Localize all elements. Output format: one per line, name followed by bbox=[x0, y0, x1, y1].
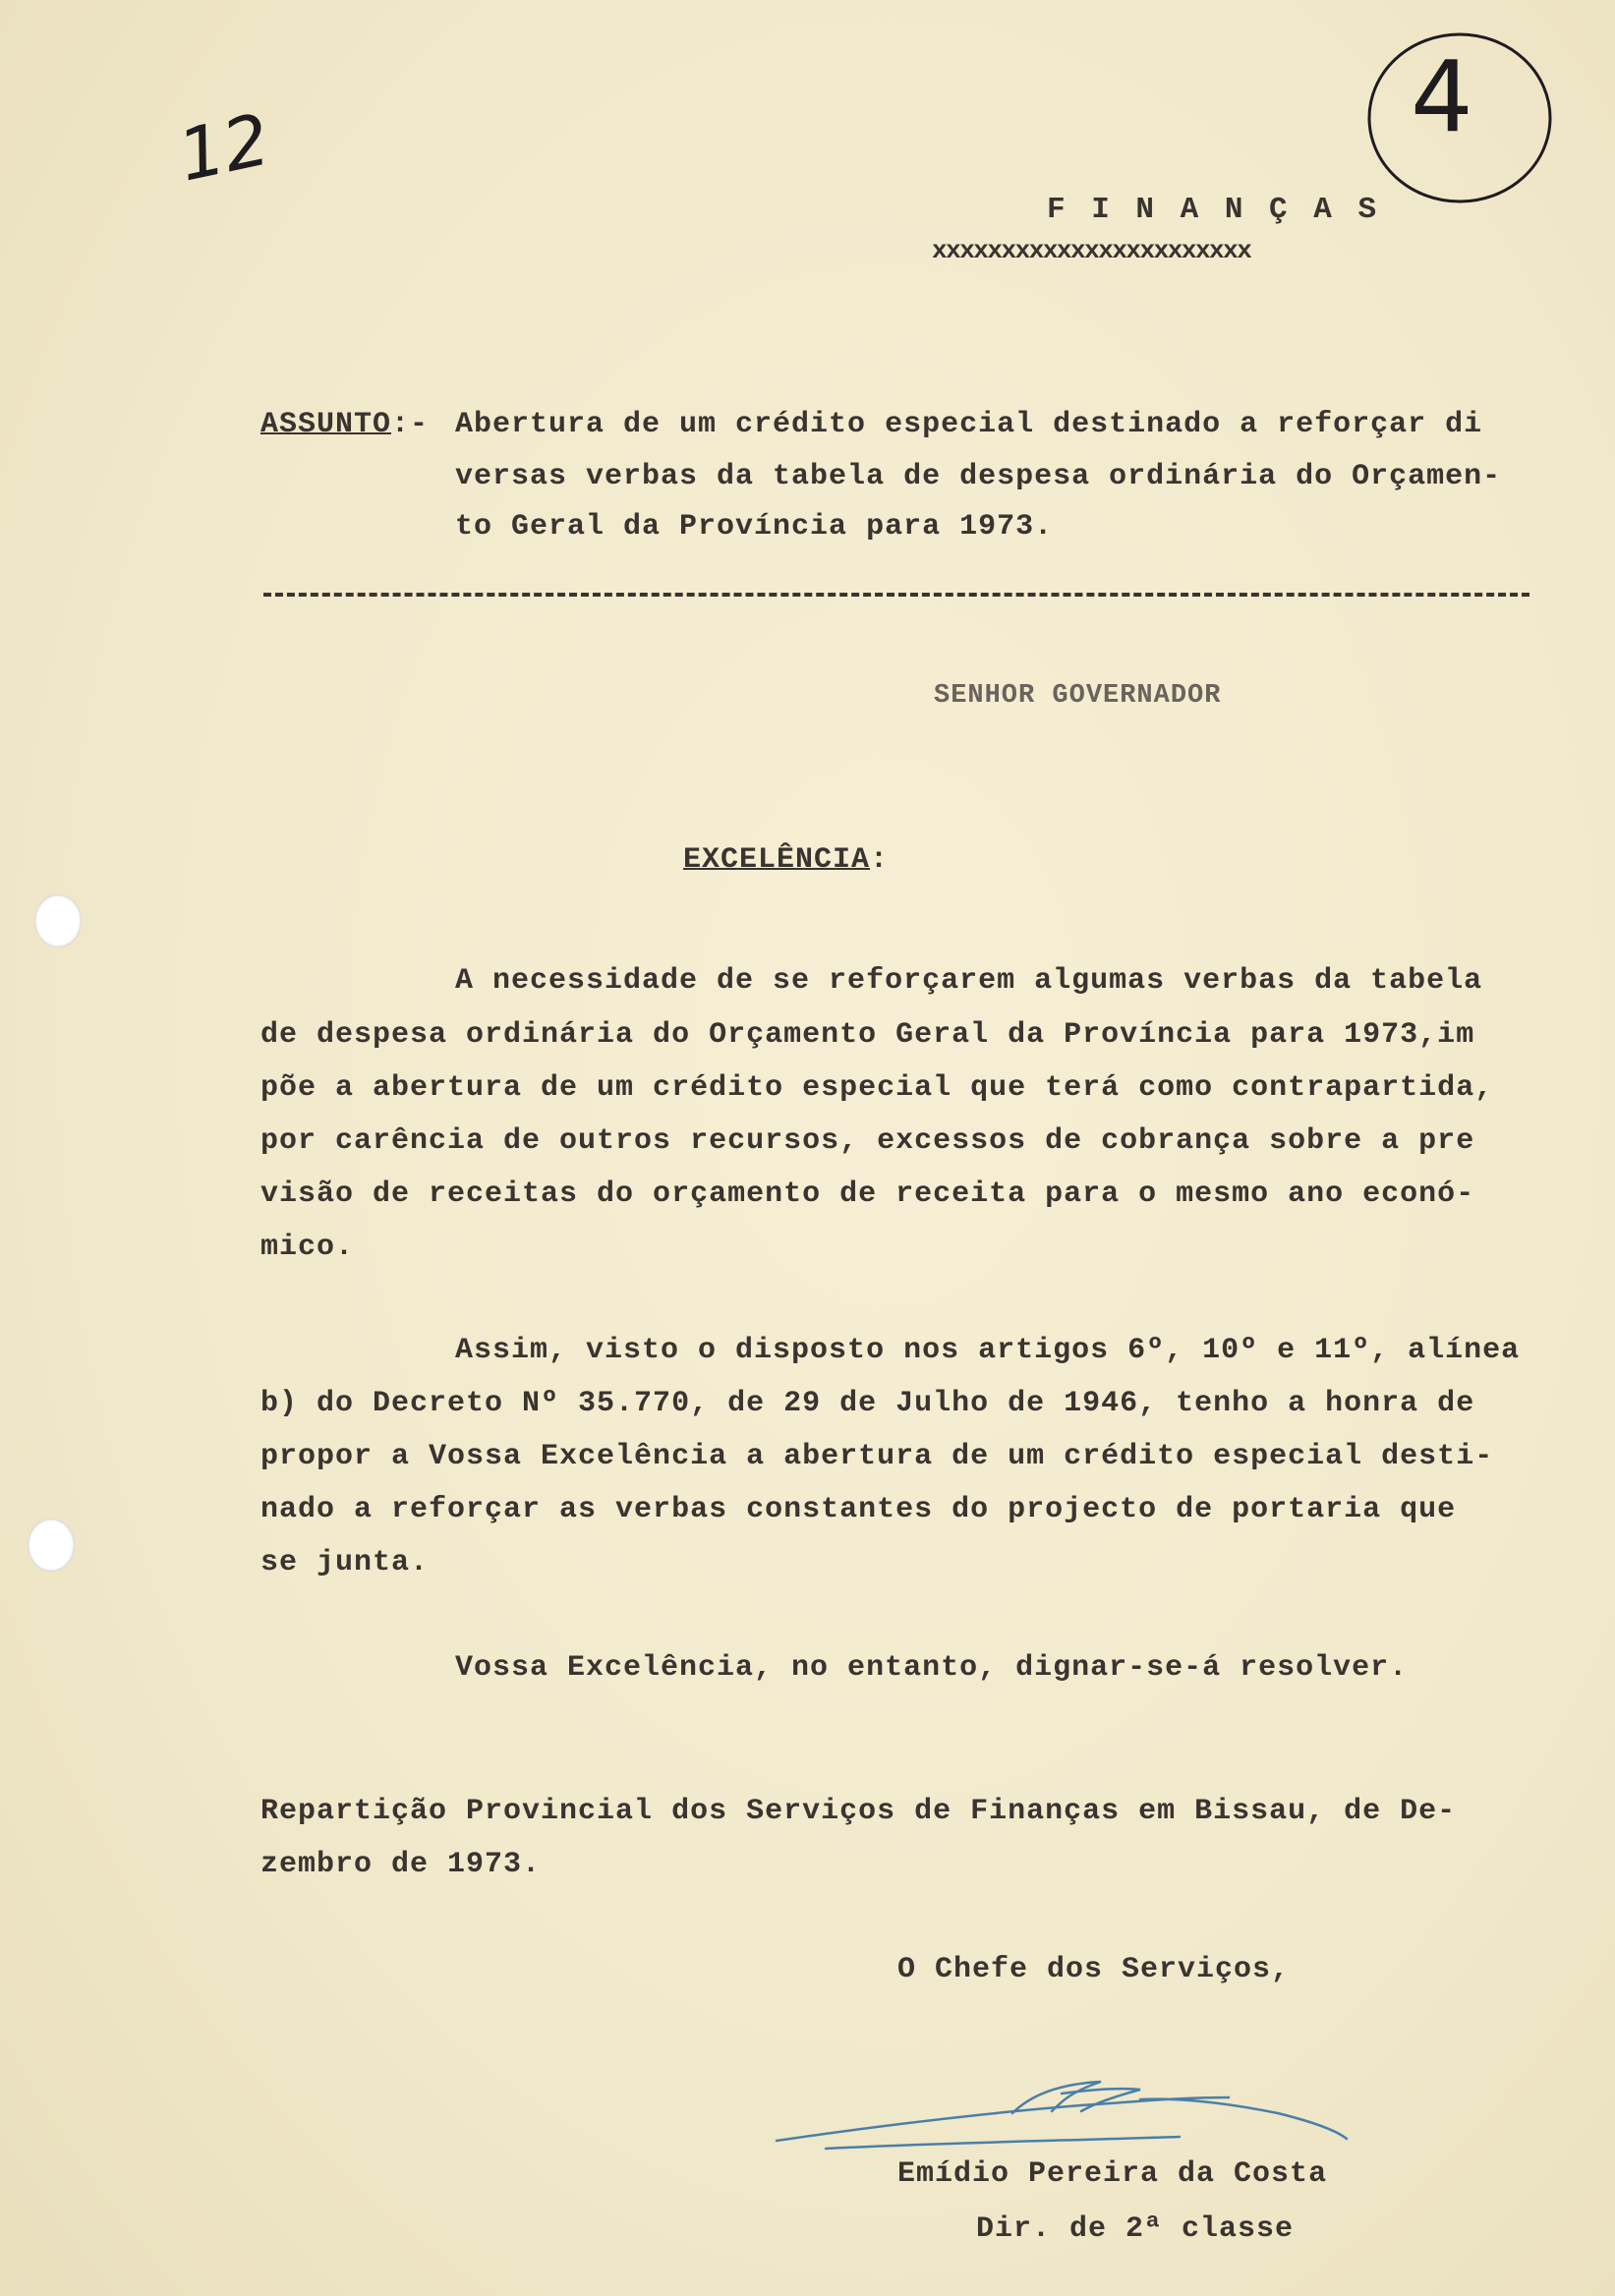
subject-line-1: Abertura de um crédito especial destinado a reforçar di bbox=[455, 408, 1483, 441]
body-paragraph-2-line-5: se junta. bbox=[260, 1546, 430, 1579]
salutation-text: EXCELÊNCIA bbox=[683, 843, 871, 877]
subject-line-3: to Geral da Província para 1973. bbox=[455, 510, 1054, 544]
handwritten-page-number: 12 bbox=[171, 97, 277, 198]
punch-hole-top bbox=[34, 894, 82, 947]
separator-line bbox=[263, 593, 1529, 597]
body-paragraph-2-line-2: b) do Decreto Nº 35.770, de 29 de Julho de 1946, tenho a honra de bbox=[260, 1387, 1475, 1420]
subject-label: ASSUNTO bbox=[260, 408, 392, 441]
subject-line-2: versas verbas da tabela de despesa ordinária do Orçamen- bbox=[455, 460, 1502, 493]
body-paragraph-1-line-5: visão de receitas do orçamento de receita para o mesmo ano econó- bbox=[260, 1177, 1475, 1211]
salutation bbox=[683, 843, 889, 877]
department-title-underline: xxxxxxxxxxxxxxxxxxxxxxx bbox=[932, 236, 1251, 265]
punch-hole-bottom bbox=[28, 1519, 75, 1572]
body-paragraph-1-line-6: mico. bbox=[260, 1231, 355, 1264]
department-title: F I N A N Ç A S bbox=[1047, 193, 1381, 227]
place-date-line-2: zembro de 1973. bbox=[260, 1848, 542, 1881]
signature-title: O Chefe dos Serviços, bbox=[897, 1953, 1291, 1986]
body-paragraph-1-line-1: A necessidade de se reforçarem algumas verbas da tabela bbox=[455, 964, 1483, 998]
body-paragraph-3: Vossa Excelência, no entanto, dignar-se-á resolver. bbox=[455, 1651, 1409, 1685]
circled-number: 4 bbox=[1411, 39, 1473, 154]
body-paragraph-1-line-2: de despesa ordinária do Orçamento Geral da Província para 1973,im bbox=[260, 1018, 1475, 1052]
handwritten-signature bbox=[767, 2054, 1356, 2172]
place-date-line-1: Repartição Provincial dos Serviços de Finanças em Bissau, de De- bbox=[260, 1795, 1457, 1828]
signatory-name: Emídio Pereira da Costa bbox=[897, 2157, 1328, 2191]
body-paragraph-1-line-4: por carência de outros recursos, excessos de cobrança sobre a pre bbox=[260, 1124, 1475, 1158]
signatory-rank: Dir. de 2ª classe bbox=[976, 2212, 1295, 2246]
subject-label-line bbox=[260, 408, 429, 441]
body-paragraph-2-line-3: propor a Vossa Excelência a abertura de um crédito especial desti- bbox=[260, 1440, 1494, 1473]
body-paragraph-2-line-4: nado a reforçar as verbas constantes do projecto de portaria que bbox=[260, 1493, 1457, 1526]
body-paragraph-1-line-3: põe a abertura de um crédito especial que terá como contrapartida, bbox=[260, 1071, 1494, 1105]
salutation-suffix: : bbox=[870, 843, 890, 877]
addressee: SENHOR GOVERNADOR bbox=[934, 681, 1222, 711]
subject-label-suffix: :- bbox=[391, 408, 430, 441]
body-paragraph-2-line-1: Assim, visto o disposto nos artigos 6º, 10º e 11º, alínea bbox=[455, 1334, 1521, 1367]
